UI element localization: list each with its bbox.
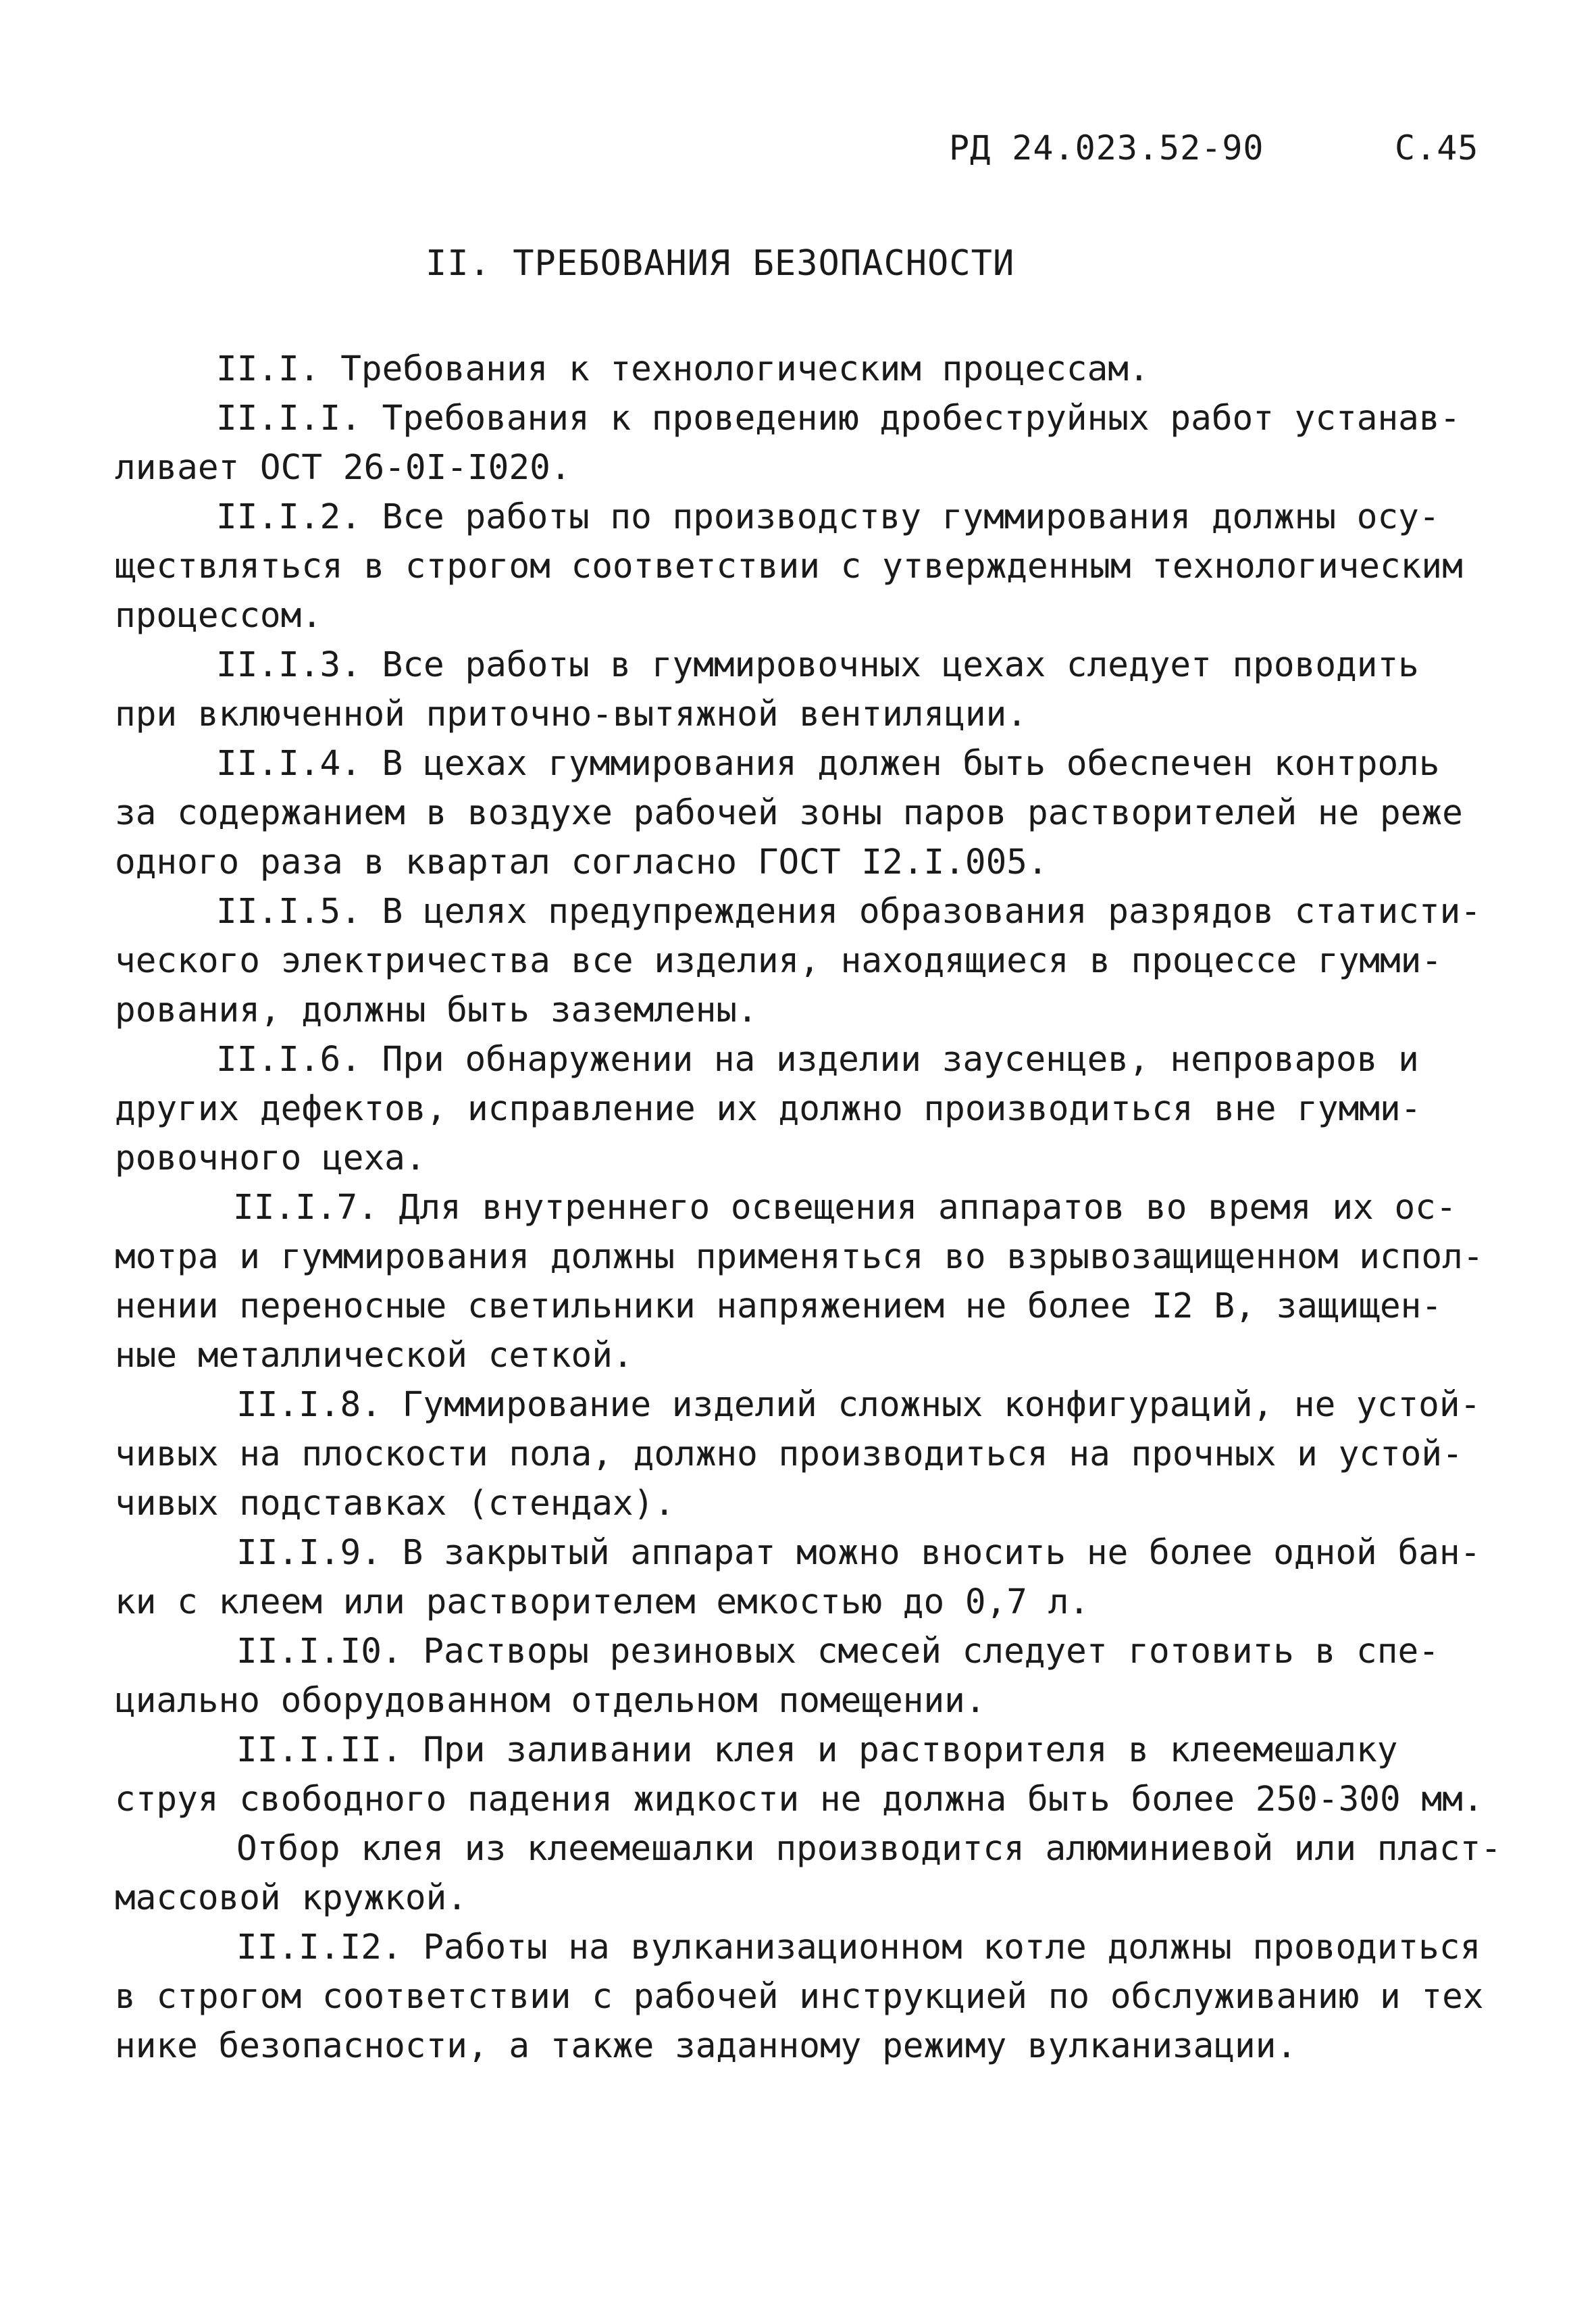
text-line: нении переносные светильники напряжением не более I2 В, защищен- (115, 1286, 1443, 1326)
section-title: II. ТРЕБОВАНИЯ БЕЗОПАСНОСТИ (426, 243, 1015, 284)
text-line: II.I.II. При заливании клея и растворителя в клеемешалку (236, 1730, 1398, 1770)
text-line: II.I.4. В цехах гуммирования должен быть обеспечен контроль (216, 744, 1440, 784)
text-line: II.I.I2. Работы на вулканизационном котле должны проводиться (236, 1928, 1481, 1967)
text-line: II.I.5. В целях предупреждения образования разрядов статисти- (216, 892, 1481, 932)
text-line: II.I.I0. Растворы резиновых смесей следует готовить в спе- (236, 1632, 1439, 1671)
text-line: других дефектов, исправление их должно производиться вне гумми- (115, 1089, 1422, 1129)
text-line: II.I.6. При обнаружении на изделии заусенцев, непроваров и (216, 1040, 1419, 1080)
page-number: С.45 (1395, 128, 1479, 168)
text-line: мотра и гуммирования должны применяться во взрывозащищенном испол- (115, 1237, 1484, 1277)
document-code: РД 24.023.52-90 (949, 128, 1264, 168)
body-text (115, 345, 1501, 2071)
text-line: процессом. (115, 596, 323, 636)
text-line: при включенной приточно-вытяжной вентиляции. (115, 695, 1028, 734)
text-line: струя свободного падения жидкости не должна быть более 250-300 мм. (115, 1780, 1484, 1819)
text-line: Отбор клея из клеемешалки производится алюминиевой или пласт- (236, 1829, 1501, 1869)
text-line: нике безопасности, а также заданному режиму вулканизации. (115, 2026, 1297, 2066)
text-line: одного раза в квартал согласно ГОСТ I2.I.005. (115, 842, 1048, 882)
text-line: II.I.9. В закрытый аппарат можно вносить не более одной бан- (236, 1533, 1481, 1573)
text-line: за содержанием в воздухе рабочей зоны паров растворителей не реже (115, 793, 1463, 833)
text-line: ческого электричества все изделия, находящиеся в процессе гумми- (115, 941, 1443, 981)
text-line: ществляться в строгом соответствии с утвержденным технологическим (115, 547, 1463, 586)
text-line: чивых подставках (стендах). (115, 1484, 675, 1524)
text-line: чивых на плоскости пола, должно производиться на прочных и устой- (115, 1434, 1463, 1474)
text-line: ровочного цеха. (115, 1138, 426, 1178)
text-line: рования, должны быть заземлены. (115, 990, 758, 1030)
text-line: II.I.I. Требования к проведению дробеструйных работ устанав- (216, 399, 1461, 438)
text-line: циально оборудованном отдельном помещении. (115, 1681, 986, 1721)
text-line: в строгом соответствии с рабочей инструкцией по обслуживанию и тех (115, 1977, 1484, 2017)
text-line: II.I.8. Гуммирование изделий сложных конфигураций, не устой- (236, 1385, 1481, 1425)
text-line: ные металлической сеткой. (115, 1336, 634, 1376)
text-line: II.I.7. Для внутреннего освещения аппаратов во время их ос- (233, 1188, 1457, 1228)
text-line: II.I. Требования к технологическим процессам. (216, 349, 1150, 389)
text-line: ки с клеем или растворителем емкостью до 0,7 л. (115, 1582, 1090, 1622)
text-line: II.I.3. Все работы в гуммировочных цехах следует проводить (216, 645, 1419, 685)
text-line: ливает ОСТ 26-0I-I020. (115, 448, 571, 488)
text-line: массовой кружкой. (115, 1878, 467, 1918)
text-line: II.I.2. Все работы по производству гуммирования должны осу- (216, 497, 1440, 537)
